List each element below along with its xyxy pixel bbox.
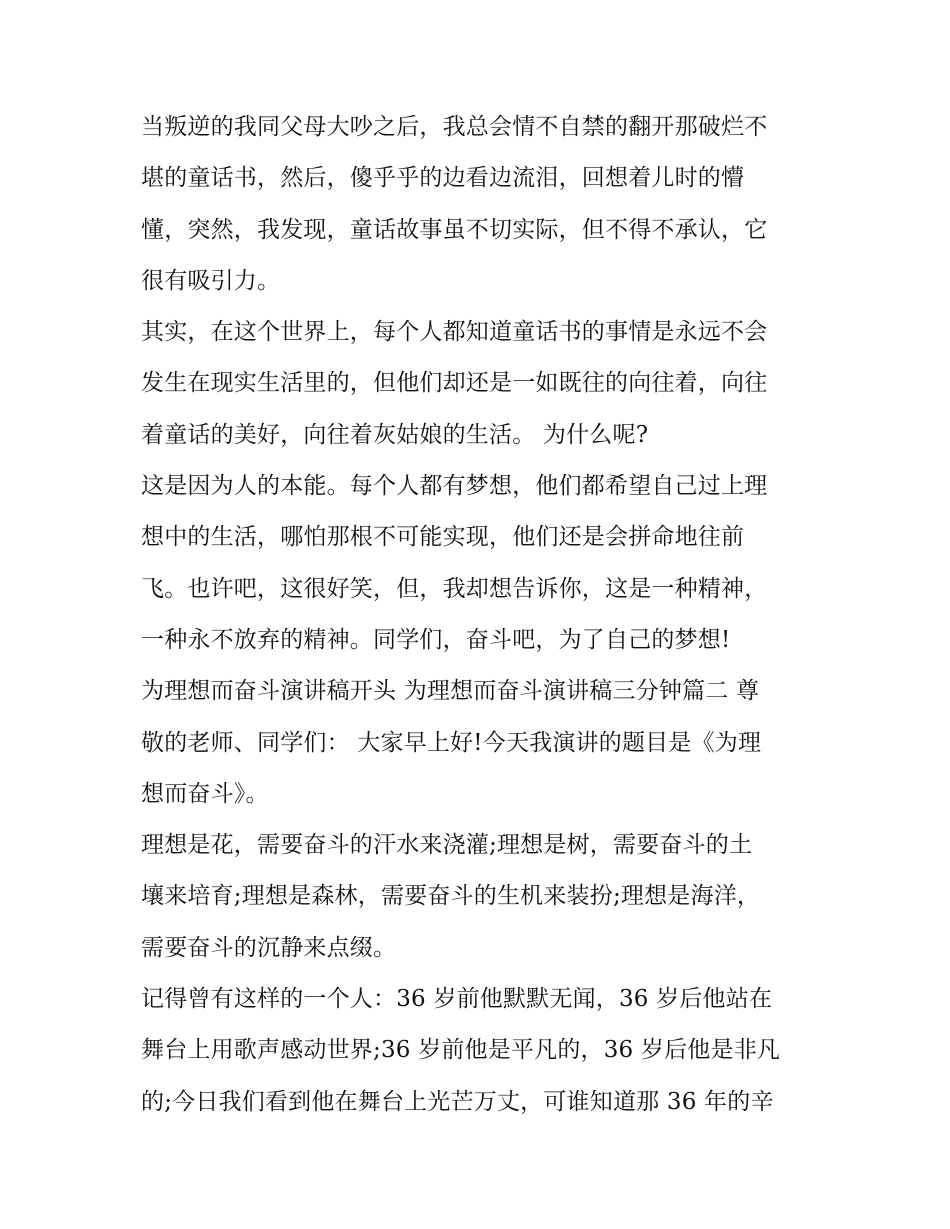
text-line: 很有吸引力。 [141,267,281,294]
text-line: 这是因为人的本能。每个人都有梦想，他们都希望自己过上理 [141,473,768,500]
text-line: 壤来培育;理想是森林，需要奋斗的生机来装扮;理想是海洋， [141,883,761,910]
text-line: 着童话的美好，向往着灰姑娘的生活。 为什么呢? [141,421,649,448]
text-line: 一种永不放弃的精神。同学们，奋斗吧，为了自己的梦想! [141,626,731,653]
document-body [141,102,821,1128]
text-line: 想而奋斗》。 [141,780,269,807]
paragraph-1 [141,102,821,307]
paragraph-2 [141,307,821,461]
text-line: 其实，在这个世界上，每个人都知道童话书的事情是永远不会 [141,319,768,346]
paragraph-6 [141,974,821,1128]
text-line: 当叛逆的我同父母大吵之后，我总会情不自禁的翻开那破烂不 [141,114,768,140]
text-line: 理想是花，需要奋斗的汗水来浇灌;理想是树，需要奋斗的土 [141,832,753,859]
text-line: 需要奋斗的沉静来点缀。 [141,934,397,961]
text-line: 飞。也许吧，这很好笑，但，我却想告诉你，这是一种精神， [141,575,768,602]
paragraph-3 [141,461,821,666]
text-line: 发生在现实生活里的，但他们却还是一如既往的向往着，向往 [141,370,768,397]
text-line: 敬的老师、同学们： 大家早上好!今天我演讲的题目是《为理 [141,729,762,756]
text-line: 懂，突然，我发现，童话故事虽不切实际，但不得不承认，它 [141,216,768,243]
text-line: 舞台上用歌声感动世界;36 岁前他是平凡的，36 岁后他是非凡 [141,1037,781,1064]
text-line: 堪的童话书，然后，傻乎乎的边看边流泪，回想着儿时的懵 [141,165,745,192]
text-line: 想中的生活，哪怕那根不可能实现，他们还是会拼命地往前 [141,524,745,551]
paragraph-5 [141,820,821,974]
paragraph-4 [141,666,821,820]
text-line: 的;今日我们看到他在舞台上光芒万丈，可谁知道那 36 年的辛 [141,1088,774,1115]
text-line: 为理想而奋斗演讲稿开头 为理想而奋斗演讲稿三分钟篇二 尊 [141,678,760,705]
text-line: 记得曾有这样的一个人：36 岁前他默默无闻，36 岁后他站在 [141,986,773,1013]
